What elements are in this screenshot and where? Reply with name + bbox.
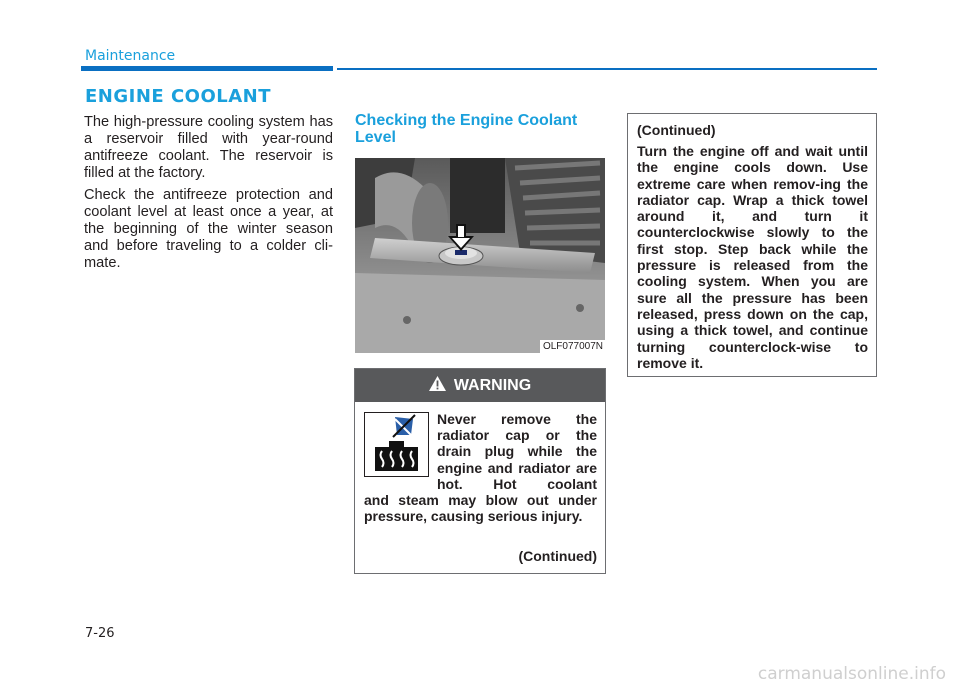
header-rule-thick — [81, 66, 333, 71]
continued-text: Turn the engine off and wait until the engine cools down. Use extreme care when remov-ing the radiator cap. Wrap a thick towel around it, and turn it counterclockwise slowly to the first stop. Step back while the pressure is released from the cooling system. When you are sure all the pressure has been released, press down on the cap, using a thick towel, and continue turning counterclock-wise to remove it. — [637, 143, 868, 371]
intro-column — [84, 114, 333, 277]
warning-text-part1: Never remove the radiator cap or the drain plug while the engine and radiator are hot. Hot coolant — [437, 411, 597, 492]
header-rule-thin — [337, 68, 877, 70]
sub-heading: Checking the Engine Coolant Level — [355, 112, 578, 146]
warning-triangle-icon — [429, 376, 446, 396]
warning-box — [354, 368, 606, 574]
photo-code: OLF077007N — [540, 340, 605, 353]
watermark: carmanualsonline.info — [757, 664, 946, 684]
intro-paragraph-1: The high-pressure cooling system has a reservoir filled with year-round antifreeze coolant. The reservoir is filled at the factory. — [84, 114, 333, 181]
intro-paragraph-2: Check the antifreeze protection and coolant level at least once a year, at the beginning of the winter season and before traveling to a colder cli-mate. — [84, 187, 333, 271]
engine-bay-illustration — [355, 158, 605, 353]
continued-title: (Continued) — [637, 122, 716, 138]
warning-header-label: WARNING — [453, 376, 532, 394]
warning-text-part2: and steam may blow out under pressure, causing serious injury. — [364, 492, 597, 525]
section-label: Maintenance — [85, 48, 176, 64]
page-title: ENGINE COOLANT — [85, 86, 272, 107]
engine-bay-photo — [355, 158, 605, 353]
continued-warning-box — [627, 113, 877, 377]
hot-radiator-cap-icon — [364, 412, 429, 477]
warning-continued: (Continued) — [518, 548, 597, 564]
page-number: 7-26 — [85, 626, 115, 641]
warning-header — [355, 369, 605, 402]
